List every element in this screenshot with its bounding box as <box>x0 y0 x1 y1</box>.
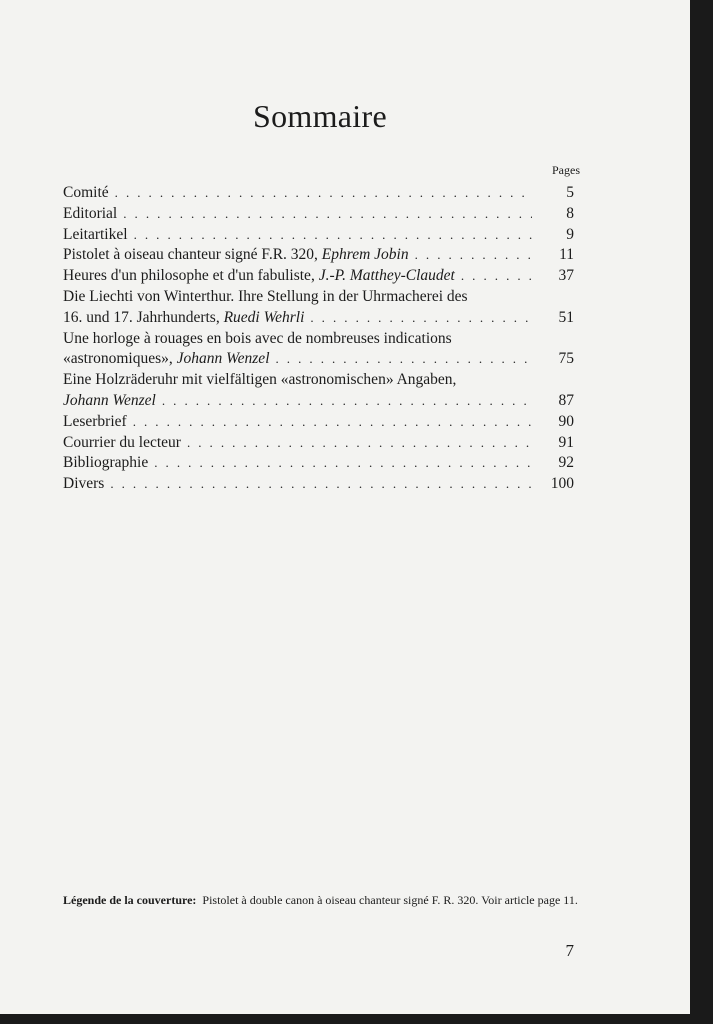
toc-entry-page: 92 <box>558 454 574 472</box>
toc-entry-text: Pistolet à oiseau chanteur signé F.R. 320, <box>63 246 322 264</box>
toc-line <box>63 204 574 225</box>
toc-line <box>63 433 574 454</box>
toc-entry-page: 8 <box>566 204 574 222</box>
toc-entry-title <box>63 370 456 391</box>
toc-entry-text: Eine Holzräderuhr mit vielfältigen «astronomischen» Angaben, <box>63 371 457 389</box>
cover-caption-label: Légende de la couverture: <box>63 893 197 907</box>
page-number: 7 <box>565 941 574 960</box>
dot-leader <box>115 183 532 204</box>
toc-entry-author: Ephrem Jobin <box>321 246 409 264</box>
toc-entry <box>63 453 574 474</box>
page-title: Sommaire <box>253 98 387 134</box>
cover-caption-text: Pistolet à double canon à oiseau chanteur signé F. R. 320. Voir article page 11. <box>202 893 578 907</box>
toc-entry-title <box>63 245 409 266</box>
toc-entry <box>63 287 574 329</box>
toc-entry-page: 100 <box>550 475 574 493</box>
toc-entry <box>63 204 574 225</box>
toc-entry-text: Bibliographie <box>63 454 149 472</box>
toc-entry-title <box>63 453 148 474</box>
toc-entry-text: Editorial <box>63 204 118 222</box>
toc-entry-page: 11 <box>559 246 574 264</box>
toc-entry-author: Johann Wenzel <box>176 350 270 368</box>
dot-leader <box>415 245 532 266</box>
toc-entry-page: 87 <box>558 391 574 409</box>
toc-entry-title <box>63 183 109 204</box>
toc-entry-page: 75 <box>558 350 574 368</box>
toc-entry-title <box>63 308 304 329</box>
toc-entry-page: 37 <box>558 267 574 285</box>
toc-entry-title <box>63 433 181 454</box>
toc-line <box>63 453 574 474</box>
toc-entry <box>63 245 574 266</box>
toc-entry-text: Heures d'un philosophe et d'un fabuliste, <box>63 267 319 285</box>
dot-leader <box>276 349 533 370</box>
toc-entry-page: 51 <box>558 308 574 326</box>
toc-line <box>63 412 574 433</box>
dot-leader <box>133 412 532 433</box>
dot-leader <box>110 474 532 495</box>
toc-line <box>63 266 574 287</box>
toc-entry-author: Ruedi Wehrli <box>223 308 305 326</box>
toc-entry-title <box>63 349 270 370</box>
toc-entry-title <box>63 225 128 246</box>
toc-entry-text: Leitartikel <box>63 225 128 243</box>
toc-entry <box>63 370 574 412</box>
toc-entry-page: 5 <box>566 184 574 201</box>
toc-entry-page: 90 <box>558 412 574 430</box>
toc-entry <box>63 329 574 371</box>
toc-entry <box>63 474 574 495</box>
toc-entry-text: Divers <box>63 475 105 493</box>
toc-line <box>63 308 574 329</box>
toc-entry-text: 16. und 17. Jahrhunderts, <box>63 308 224 326</box>
dot-leader <box>123 204 532 225</box>
toc-entry-title <box>63 474 104 495</box>
toc-entry <box>63 433 574 454</box>
toc-entry-title <box>63 204 117 225</box>
toc-entry <box>63 412 574 433</box>
toc-entry <box>63 266 574 287</box>
toc-entry-page: 91 <box>558 433 574 451</box>
toc-line <box>63 391 574 412</box>
toc-line <box>63 349 574 370</box>
toc-entry-text: «astronomiques», <box>63 350 177 368</box>
toc-line <box>63 245 574 266</box>
toc-entry <box>63 225 574 246</box>
toc-entry-text: Leserbrief <box>63 412 127 430</box>
dot-leader <box>461 266 532 287</box>
cover-caption <box>63 893 583 907</box>
toc-line <box>63 225 574 246</box>
toc-entry-title <box>63 329 452 350</box>
toc-entry-text: Une horloge à rouages en bois avec de nombreuses indications <box>63 329 452 347</box>
toc-entry-title <box>63 412 127 433</box>
toc-entry-title <box>63 266 455 287</box>
dot-leader <box>154 453 532 474</box>
dot-leader <box>187 433 532 454</box>
toc-line <box>63 474 574 495</box>
toc-line <box>63 183 574 204</box>
pages-column-label: Pages <box>552 163 580 177</box>
toc-line <box>63 329 574 350</box>
dot-leader <box>134 225 532 246</box>
table-of-contents <box>63 183 574 495</box>
dot-leader <box>162 391 532 412</box>
toc-entry-text: Courrier du lecteur <box>63 433 181 451</box>
toc-line <box>63 287 574 308</box>
toc-entry-text: Comité <box>63 184 109 201</box>
toc-entry <box>63 183 574 204</box>
dot-leader <box>310 308 532 329</box>
toc-entry-author: J.-P. Matthey-Claudet <box>318 267 455 285</box>
toc-entry-title <box>63 287 468 308</box>
toc-entry-text: Die Liechti von Winterthur. Ihre Stellung in der Uhrmacherei des <box>63 287 468 305</box>
toc-entry-page: 9 <box>566 225 574 243</box>
toc-entry-author: Johann Wenzel <box>63 391 156 409</box>
toc-entry-title <box>63 391 156 412</box>
toc-line <box>63 370 574 391</box>
